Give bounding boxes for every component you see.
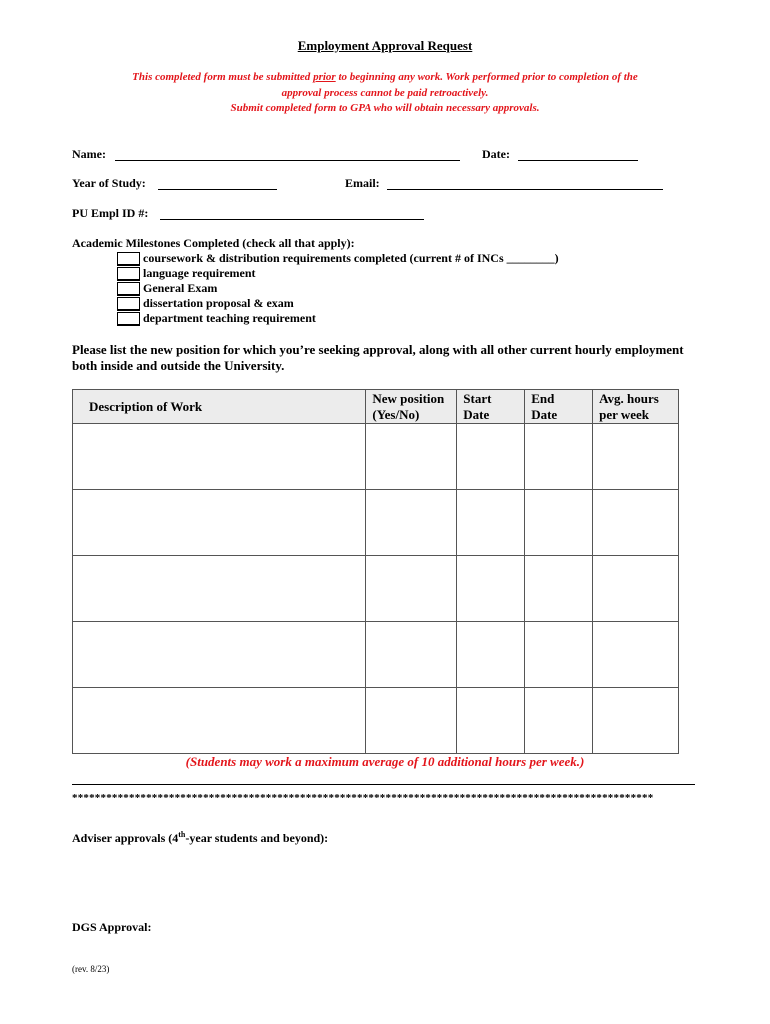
milestones-list bbox=[117, 251, 559, 326]
milestone-checkbox-language[interactable] bbox=[117, 267, 140, 281]
name-field[interactable] bbox=[115, 146, 460, 161]
milestone-checkbox-general-exam[interactable] bbox=[117, 282, 140, 296]
instructions-text: Please list the new position for which you’re seeking approval, along with all other current hourly employment both inside and outside the University. bbox=[72, 342, 684, 373]
milestone-checkbox-coursework[interactable] bbox=[117, 252, 140, 266]
header-description: Description of Work bbox=[73, 390, 366, 424]
empl-id-label: PU Empl ID #: bbox=[72, 206, 149, 220]
cell-avg-hours[interactable] bbox=[593, 490, 679, 556]
milestone-item bbox=[117, 296, 559, 311]
notice-line-3: Submit completed form to GPA who will obtain necessary approvals. bbox=[230, 102, 540, 114]
divider-line bbox=[72, 784, 695, 785]
table-row bbox=[73, 688, 679, 754]
milestone-item bbox=[117, 266, 559, 281]
cell-start-date[interactable] bbox=[457, 490, 525, 556]
table-row bbox=[73, 622, 679, 688]
date-label: Date: bbox=[482, 147, 510, 161]
cell-description[interactable] bbox=[73, 622, 366, 688]
milestone-checkbox-teaching[interactable] bbox=[117, 312, 140, 326]
header-new-position bbox=[366, 390, 457, 424]
header-hours-line2: per week bbox=[599, 407, 650, 422]
cell-start-date[interactable] bbox=[457, 688, 525, 754]
cell-end-date[interactable] bbox=[525, 688, 593, 754]
adviser-approvals-label bbox=[72, 830, 328, 846]
header-start-date bbox=[457, 390, 525, 424]
form-title: Employment Approval Request bbox=[297, 38, 473, 53]
cell-end-date[interactable] bbox=[525, 424, 593, 490]
email-label: Email: bbox=[345, 176, 380, 190]
adviser-label-sup: th bbox=[178, 830, 186, 839]
header-new-position-line2: (Yes/No) bbox=[372, 407, 420, 422]
milestone-label: coursework & distribution requirements completed (current # of INCs ________) bbox=[143, 251, 559, 265]
year-of-study-label: Year of Study: bbox=[72, 176, 146, 190]
cell-avg-hours[interactable] bbox=[593, 622, 679, 688]
cell-start-date[interactable] bbox=[457, 622, 525, 688]
cell-start-date[interactable] bbox=[457, 424, 525, 490]
table-header-row bbox=[73, 390, 679, 424]
header-start-line2: Date bbox=[463, 407, 490, 422]
cell-new-position[interactable] bbox=[366, 622, 457, 688]
milestone-label: department teaching requirement bbox=[143, 311, 316, 325]
cell-new-position[interactable] bbox=[366, 490, 457, 556]
cell-start-date[interactable] bbox=[457, 556, 525, 622]
cell-description[interactable] bbox=[73, 490, 366, 556]
milestones-heading: Academic Milestones Completed (check all that apply): bbox=[72, 236, 355, 250]
milestone-item bbox=[117, 311, 559, 326]
notice-prior-emphasis: prior bbox=[313, 71, 336, 83]
header-start-line1: Start bbox=[463, 391, 492, 406]
table-row bbox=[73, 424, 679, 490]
header-end-date bbox=[525, 390, 593, 424]
cell-avg-hours[interactable] bbox=[593, 424, 679, 490]
star-separator: ****************************************************************************************************** bbox=[72, 792, 654, 804]
adviser-label-post: -year students and beyond): bbox=[185, 831, 329, 845]
name-label: Name: bbox=[72, 147, 106, 161]
header-hours-line1: Avg. hours bbox=[599, 391, 659, 406]
cell-avg-hours[interactable] bbox=[593, 556, 679, 622]
table-row bbox=[73, 556, 679, 622]
year-of-study-field[interactable] bbox=[158, 175, 277, 190]
table-row bbox=[73, 490, 679, 556]
email-field[interactable] bbox=[387, 175, 663, 190]
notice-line-1 bbox=[0, 69, 770, 85]
employment-table bbox=[72, 389, 679, 754]
header-end-line2: Date bbox=[531, 407, 558, 422]
notice-line-1-post: to beginning any work. Work performed prior to completion of the bbox=[335, 71, 638, 83]
cell-end-date[interactable] bbox=[525, 556, 593, 622]
date-field[interactable] bbox=[518, 146, 638, 161]
milestone-checkbox-dissertation[interactable] bbox=[117, 297, 140, 311]
notice-line-2: approval process cannot be paid retroactively. bbox=[281, 87, 489, 99]
max-hours-note: (Students may work a maximum average of 10 additional hours per week.) bbox=[185, 754, 585, 769]
header-avg-hours bbox=[593, 390, 679, 424]
milestone-label: language requirement bbox=[143, 266, 256, 280]
milestone-item bbox=[117, 281, 559, 296]
cell-description[interactable] bbox=[73, 688, 366, 754]
cell-end-date[interactable] bbox=[525, 622, 593, 688]
milestone-item bbox=[117, 251, 559, 266]
empl-id-field[interactable] bbox=[160, 205, 424, 220]
header-end-line1: End bbox=[531, 391, 555, 406]
cell-new-position[interactable] bbox=[366, 556, 457, 622]
adviser-label-pre: Adviser approvals (4 bbox=[72, 831, 179, 845]
cell-description[interactable] bbox=[73, 556, 366, 622]
cell-end-date[interactable] bbox=[525, 490, 593, 556]
revision-note: (rev. 8/23) bbox=[72, 964, 110, 974]
notice-line-1-pre: This completed form must be submitted bbox=[132, 71, 314, 83]
header-new-position-line1: New position bbox=[372, 391, 445, 406]
milestone-label: dissertation proposal & exam bbox=[143, 296, 294, 310]
cell-avg-hours[interactable] bbox=[593, 688, 679, 754]
cell-new-position[interactable] bbox=[366, 688, 457, 754]
dgs-approval-label: DGS Approval: bbox=[72, 920, 152, 934]
milestone-label: General Exam bbox=[143, 281, 218, 295]
cell-new-position[interactable] bbox=[366, 424, 457, 490]
cell-description[interactable] bbox=[73, 424, 366, 490]
